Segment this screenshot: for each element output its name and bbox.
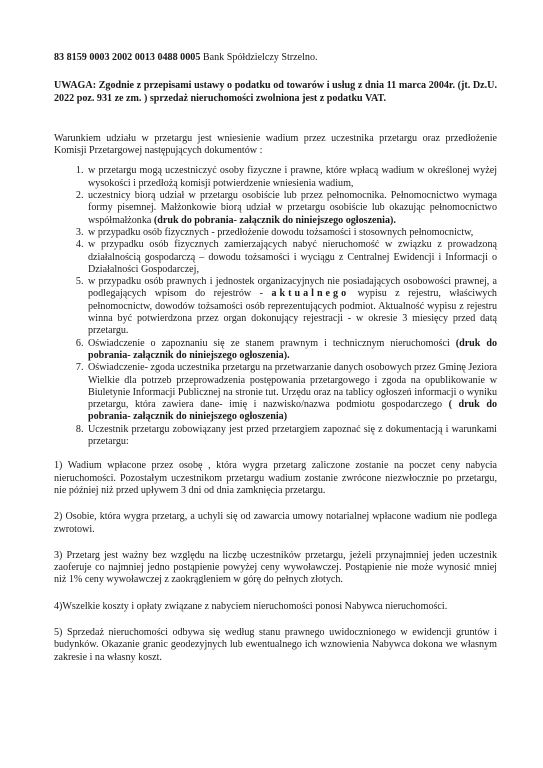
condition-item: 1. w przetargu mogą uczestniczyć osoby fizyczne i prawne, które wpłacą wadium w określonej wyżej wysokości i przedłożą komisji potwierdzenie wniesienia wadium, — [86, 165, 497, 190]
account-number: 83 8159 0003 2002 0013 0488 0005 — [54, 52, 201, 63]
note-paragraph: 3) Przetarg jest ważny bez względu na liczbę uczestników przetargu, jeżeli przynajmniej jeden uczestnik zaoferuje co najmniej jedno postąpienie powyżej ceny wywoławczej. Postąpienie nie może wynosić mniej niż 1% ceny wywoławczej z zaokrągleniem w górę do pełnych złotych. — [54, 549, 497, 586]
condition-item: 7. Oświadczenie- zgoda uczestnika przetargu na przetwarzanie danych osobowych przez Gminę Jeziora Wielkie dla potrzeb przeprowadzenia postępowania przetargowego i zgoda na opublikowanie w Biuletynie Informacji Publicznej na stronie tut. Urzędu oraz na tablicy ogłoszeń informacji o wyniku przetargu, która zawiera dane- imię i nazwisko/nazwa podmiotu gospodarczego ( druk do pobrania- załącznik do niniejszego ogłoszenia) — [86, 362, 497, 423]
bank-account-line — [54, 52, 497, 64]
condition-item: 4. w przypadku osób fizycznych zamierzających nabyć nieruchomość w związku z prowadzoną działalnością gospodarczą – dowodu tożsamości i wyciągu z Centralnej Ewidencji i Informacji o Działalności Gospodarczej, — [86, 239, 497, 276]
note-paragraph: 5) Sprzedaż nieruchomości odbywa się według stanu prawnego uwidocznionego w ewidencji gruntów i budynków. Okazanie granic geodezyjnych lub ewentualnego ich wznowienia Nabywca dokona we własnym zakresie i na własny koszt. — [54, 626, 497, 663]
participation-intro: Warunkiem udziału w przetargu jest wniesienie wadium przez uczestnika przetargu oraz przedłożenie Komisji Przetargowej następujących dokumentów : — [54, 132, 497, 157]
note-paragraph: 4)Wszelkie koszty i opłaty związane z nabyciem nieruchomości ponosi Nabywca nieruchomości. — [54, 600, 448, 612]
condition-item: 5. w przypadku osób prawnych i jednostek organizacyjnych nie posiadających osobowości prawnej, a podlegających wpisom do rejestrów - aktualnego wypisu z rejestru, właściwych pełnomocnictw, dowodów tożsamości osób reprezentujących podmiot. Aktualność wypisu z rejestru winna być potwierdzona przez organ dokonujący rejestracji - w okresie 3 miesięcy przed datą przetargu. — [86, 276, 497, 337]
note-paragraph: 2) Osobie, która wygra przetarg, a uchyli się od zawarcia umowy notarialnej wpłacone wadium nie podlega zwrotowi. — [54, 511, 497, 535]
notes-section — [54, 460, 497, 664]
condition-item: 8. Uczestnik przetargu zobowiązany jest przed przetargiem zapoznać się z dokumentacją i warunkami przetargu: — [86, 424, 497, 449]
conditions-list — [54, 165, 497, 448]
condition-item: 3. w przypadku osób fizycznych - przedłożenie dowodu tożsamości i stosownych pełnomocnictw, — [86, 227, 497, 239]
condition-item: 6. Oświadczenie o zapoznaniu się ze stanem prawnym i technicznym nieruchomości (druk do pobrania- załącznik do niniejszego ogłoszenia). — [86, 338, 497, 363]
note-paragraph: 1) Wadium wpłacone przez osobę , która wygra przetarg zaliczone zostanie na poczet ceny nabycia nieruchomości. Pozostałym uczestnikom przetargu wadium zostanie zwrócone niezwłocznie po przetargu, nie później niż przed upływem 3 dni od dnia zamknięcia przetargu. — [54, 460, 497, 496]
vat-notice: UWAGA: Zgodnie z przepisami ustawy o podatku od towarów i usług z dnia 11 marca 2004r. (jt. Dz.U. 2022 poz. 931 ze zm. ) sprzedaż nieruchomości zwolniona jest z podatku VAT. — [54, 80, 497, 104]
bank-name: Bank Spółdzielczy Strzelno. — [202, 52, 318, 63]
condition-item: 2. uczestnicy biorą udział w przetargu osobiście lub przez pełnomocnika. Pełnomocnictwo wymaga formy pisemnej. Małżonkowie biorą udział w przetargu osobiście lub okazując pełnomocnictwo współmałżonka (druk do pobrania- załącznik do niniejszego ogłoszenia). — [86, 190, 497, 227]
